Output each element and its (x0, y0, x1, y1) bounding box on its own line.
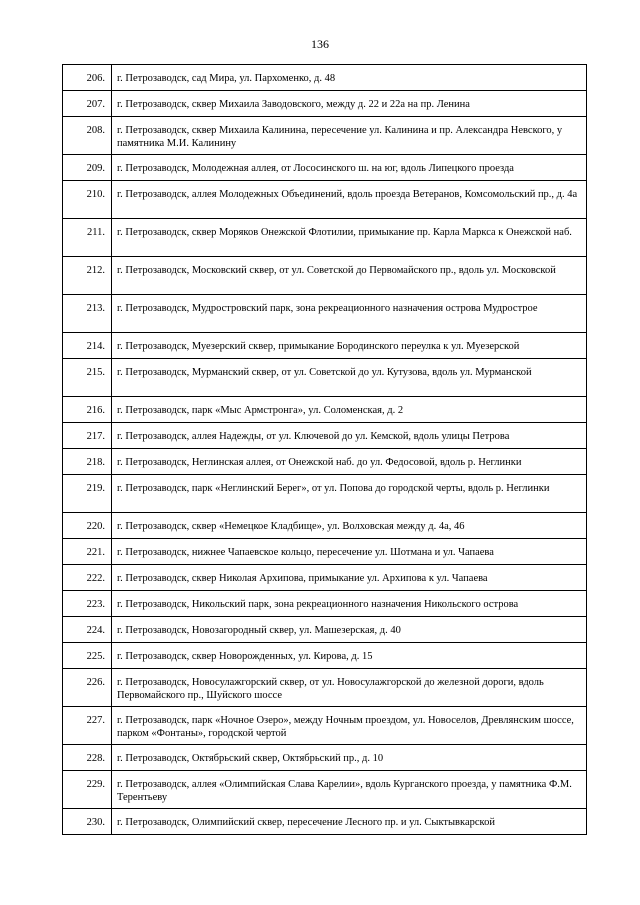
table-row (63, 617, 587, 643)
table-row (63, 539, 587, 565)
row-address: г. Петрозаводск, нижнее Чапаевское кольцо, пересечение ул. Шотмана и ул. Чапаева (112, 539, 587, 565)
row-address: г. Петрозаводск, Московский сквер, от ул. Советской до Первомайского пр., вдоль ул. Московской (112, 257, 587, 295)
table-row (63, 117, 587, 155)
row-number: 206. (63, 65, 112, 91)
table-body (63, 65, 587, 835)
table-row (63, 707, 587, 745)
table-row (63, 669, 587, 707)
row-address: г. Петрозаводск, аллея Молодежных Объединений, вдоль проезда Ветеранов, Комсомольский пр., д. 4а (112, 181, 587, 219)
row-address: г. Петрозаводск, аллея «Олимпийская Слава Карелии», вдоль Курганского проезда, у памятника Ф.М. Терентьеву (112, 771, 587, 809)
row-number: 221. (63, 539, 112, 565)
row-number: 208. (63, 117, 112, 155)
row-address: г. Петрозаводск, Неглинская аллея, от Онежской наб. до ул. Федосовой, вдоль р. Неглинки (112, 449, 587, 475)
table-row (63, 257, 587, 295)
row-address: г. Петрозаводск, Молодежная аллея, от Лососинского ш. на юг, вдоль Липецкого проезда (112, 155, 587, 181)
row-number: 230. (63, 809, 112, 835)
row-address: г. Петрозаводск, сквер Новорожденных, ул. Кирова, д. 15 (112, 643, 587, 669)
table-row (63, 771, 587, 809)
row-address: г. Петрозаводск, сквер Николая Архипова, примыкание ул. Архипова к ул. Чапаева (112, 565, 587, 591)
row-address: г. Петрозаводск, сквер «Немецкое Кладбище», ул. Волховская между д. 4а, 46 (112, 513, 587, 539)
row-number: 219. (63, 475, 112, 513)
table-row (63, 65, 587, 91)
table-row (63, 181, 587, 219)
row-number: 207. (63, 91, 112, 117)
row-address: г. Петрозаводск, парк «Мыс Армстронга», ул. Соломенская, д. 2 (112, 397, 587, 423)
table-row (63, 565, 587, 591)
row-address: г. Петрозаводск, Новосулажгорский сквер, от ул. Новосулажгорской до железной дороги, вдоль Первомайского пр., Шуйского шоссе (112, 669, 587, 707)
table-row (63, 745, 587, 771)
locations-table (62, 64, 587, 835)
row-address: г. Петрозаводск, аллея Надежды, от ул. Ключевой до ул. Кемской, вдоль улицы Петрова (112, 423, 587, 449)
row-address: г. Петрозаводск, Новозагородный сквер, ул. Машезерская, д. 40 (112, 617, 587, 643)
row-address: г. Петрозаводск, парк «Ночное Озеро», между Ночным проездом, ул. Новоселов, Древлянским шоссе, парком «Фонтаны», городской чертой (112, 707, 587, 745)
row-address: г. Петрозаводск, Мудростровский парк, зона рекреационного назначения острова Мудрострое (112, 295, 587, 333)
row-number: 224. (63, 617, 112, 643)
table-row (63, 513, 587, 539)
row-address: г. Петрозаводск, Октябрьский сквер, Октябрьский пр., д. 10 (112, 745, 587, 771)
table-row (63, 449, 587, 475)
row-number: 209. (63, 155, 112, 181)
row-address: г. Петрозаводск, Никольский парк, зона рекреационного назначения Никольского острова (112, 591, 587, 617)
row-number: 226. (63, 669, 112, 707)
table-row (63, 219, 587, 257)
row-address: г. Петрозаводск, парк «Неглинский Берег», от ул. Попова до городской черты, вдоль р. Неглинки (112, 475, 587, 513)
row-number: 227. (63, 707, 112, 745)
row-number: 210. (63, 181, 112, 219)
page-number: 136 (311, 37, 329, 51)
row-number: 213. (63, 295, 112, 333)
row-address: г. Петрозаводск, сквер Михаила Заводовского, между д. 22 и 22а на пр. Ленина (112, 91, 587, 117)
table-row (63, 475, 587, 513)
row-number: 216. (63, 397, 112, 423)
table-row (63, 643, 587, 669)
table-row (63, 809, 587, 835)
row-number: 211. (63, 219, 112, 257)
row-number: 223. (63, 591, 112, 617)
row-address: г. Петрозаводск, Муезерский сквер, примыкание Бородинского переулка к ул. Муезерской (112, 333, 587, 359)
table-row (63, 333, 587, 359)
row-number: 217. (63, 423, 112, 449)
row-number: 214. (63, 333, 112, 359)
row-address: г. Петрозаводск, Мурманский сквер, от ул. Советской до ул. Кутузова, вдоль ул. Мурманской (112, 359, 587, 397)
row-address: г. Петрозаводск, сквер Моряков Онежской Флотилии, примыкание пр. Карла Маркса к Онежской наб. (112, 219, 587, 257)
row-number: 222. (63, 565, 112, 591)
table-row (63, 591, 587, 617)
row-number: 212. (63, 257, 112, 295)
row-number: 220. (63, 513, 112, 539)
row-number: 225. (63, 643, 112, 669)
row-number: 228. (63, 745, 112, 771)
table-row (63, 423, 587, 449)
row-address: г. Петрозаводск, сад Мира, ул. Пархоменко, д. 48 (112, 65, 587, 91)
row-number: 218. (63, 449, 112, 475)
row-address: г. Петрозаводск, сквер Михаила Калинина, пересечение ул. Калинина и пр. Александра Невского, у памятника М.И. Калинину (112, 117, 587, 155)
row-number: 229. (63, 771, 112, 809)
table-row (63, 295, 587, 333)
table-row (63, 91, 587, 117)
table-row (63, 155, 587, 181)
row-address: г. Петрозаводск, Олимпийский сквер, пересечение Лесного пр. и ул. Сыктывкарской (112, 809, 587, 835)
table-row (63, 397, 587, 423)
table-row (63, 359, 587, 397)
row-number: 215. (63, 359, 112, 397)
